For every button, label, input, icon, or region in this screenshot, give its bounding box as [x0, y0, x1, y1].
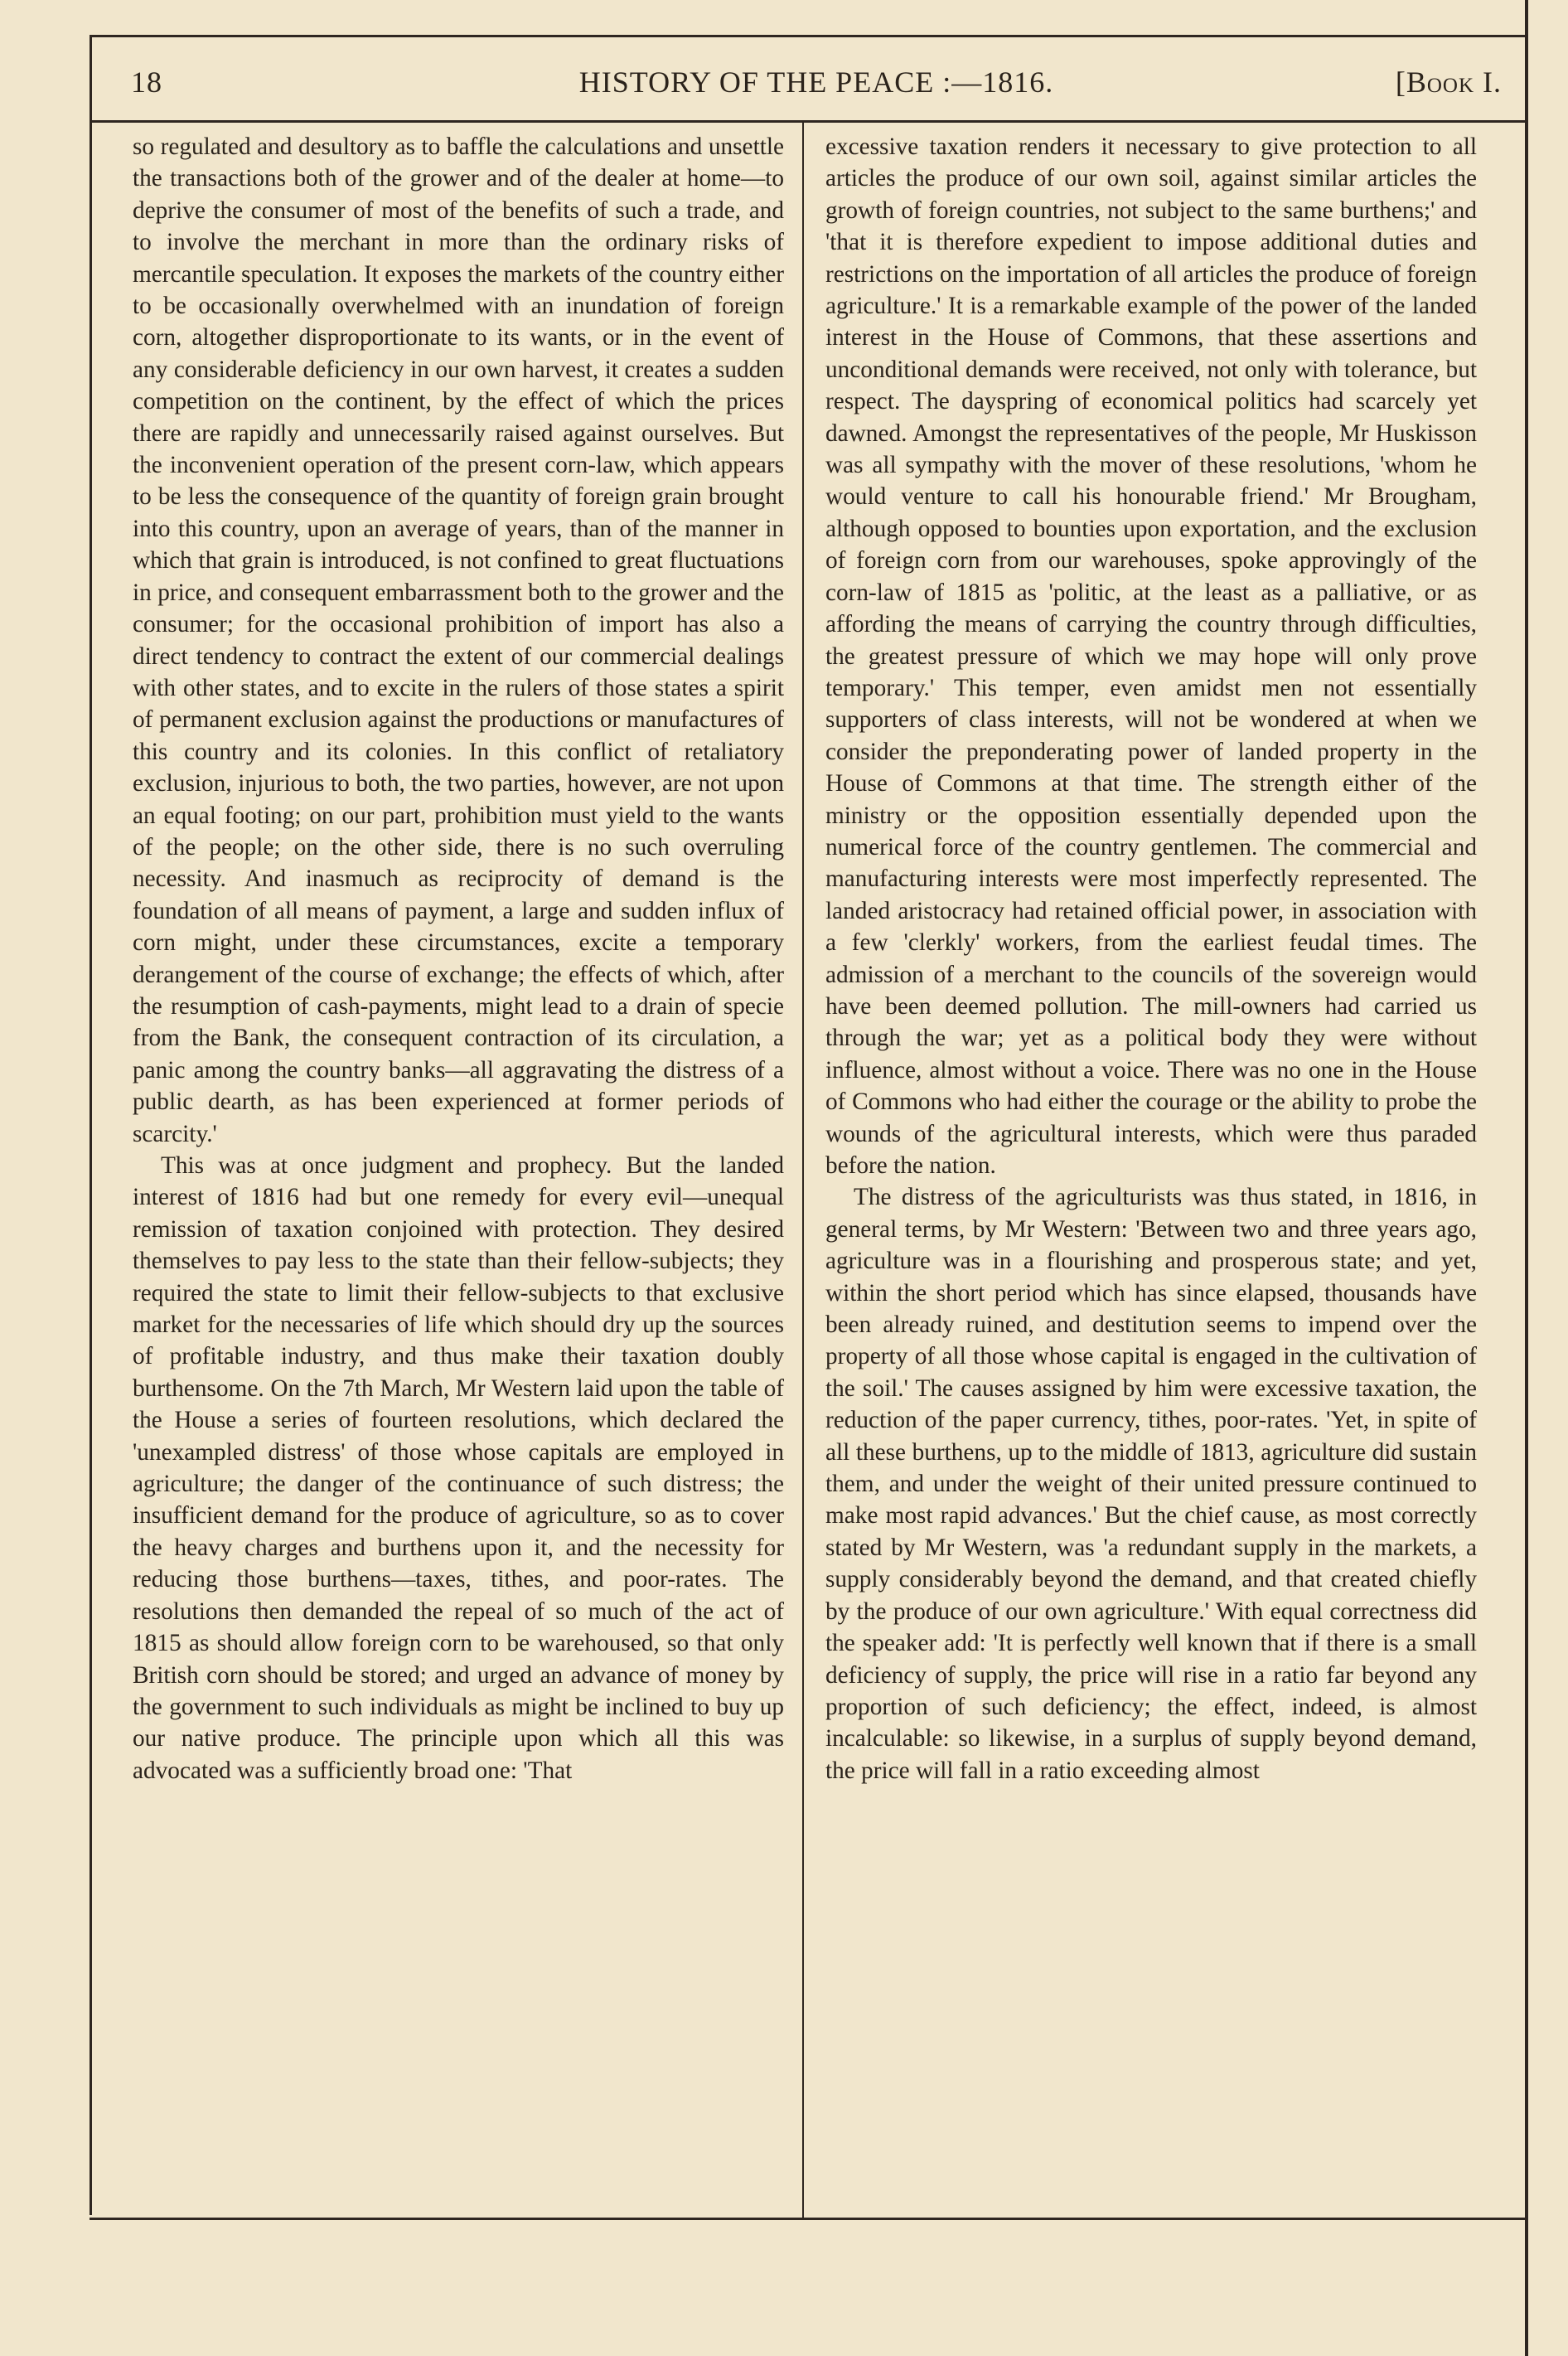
book-label: [Book I.: [1395, 65, 1502, 99]
left-column: [133, 131, 784, 2179]
right-paragraph-2: The distress of the agriculturists was thus stated, in 1816, in general terms, by Mr Western: 'Between two and three years ago, agriculture was in a flourishing and prosperous state; and yet, within the short period which has since elapsed, thousands have been already ruined, and destitution seems to impend over the property of all those whose capital is engaged in the cultivation of the soil.' The causes assigned by him were excessive taxation, the reduction of the paper currency, tithes, poor-rates. 'Yet, in spite of all these burthens, up to the middle of 1813, agriculture did sustain them, and under the weight of their united pressure continued to make most rapid advances.' But the chief cause, as most correctly stated by Mr Western, was 'a redundant supply in the markets, a supply considerably beyond the demand, and that created chiefly by the produce of our own agriculture.' With equal correctness did the speaker add: 'It is perfectly well known that if there is a small deficiency of supply, the price will rise in a ratio far beyond any proportion of such deficiency; the effect, indeed, is almost incalculable: so likewise, in a surplus of supply beyond demand, the price will fall in a ratio exceeding almost: [825, 1184, 1477, 1784]
left-paragraph-2: This was at once judgment and prophecy. But the landed interest of 1816 had but one remedy for every evil—unequal remission of taxation conjoined with protection. They desired themselves to pay less to the state than their fellow-subjects; they required the state to limit their fellow-subjects to that exclusive market for the necessaries of life which should dry up the sources of profitable industry, and thus make their taxation doubly burthensome. On the 7th March, Mr Western laid upon the table of the House a series of fourteen resolutions, which declared the 'unexampled distress' of those whose capitals are employed in agriculture; the danger of the continuance of such distress; the insufficient demand for the produce of agriculture, so as to cover the heavy charges and burthens upon it, and the necessity for reducing those burthens—taxes, tithes, and poor-rates. The resolutions then demanded the repeal of so much of the act of 1815 as should allow foreign corn to be warehoused, so that only British corn should be stored; and urged an advance of money by the government to such individuals as might be inclined to buy up our native produce. The principle upon which all this was advocated was a sufficiently broad one: 'That: [133, 1152, 784, 1784]
running-title: HISTORY OF THE PEACE :—1816.: [578, 65, 1054, 99]
frame-right-rule: [1525, 0, 1528, 2356]
header-rule: [90, 120, 1528, 123]
right-paragraph-1: excessive taxation renders it necessary to give protection to all articles the produce of our own soil, against similar articles the growth of foreign countries, not subject to the same burthens;' and 'that it is therefore expedient to impose additional duties and restrictions on the importation of all articles the produce of foreign agriculture.' It is a remarkable example of the power of the landed interest in the House of Commons, that these assertions and unconditional demands were received, not only with tolerance, but respect. The dayspring of economical politics had scarcely yet dawned. Amongst the representatives of the people, Mr Huskisson was all sympathy with the mover of these resolutions, 'whom he would venture to call his honourable friend.' Mr Brougham, although opposed to bounties upon exportation, and the exclusion of foreign corn from our warehouses, spoke approvingly of the corn-law of 1815 as 'politic, at the least as a palliative, or as affording the means of carrying the country through difficulties, the greatest pressure of which we may hope will only prove temporary.' This temper, even amidst men not essentially supporters of class interests, will not be wondered at when we consider the preponderating power of landed property in the House of Commons at that time. The strength either of the ministry or the opposition essentially depended upon the numerical force of the country gentlemen. The commercial and manufacturing interests were most imperfectly represented. The landed aristocracy had retained official power, in association with a few 'clerkly' workers, from the earliest feudal times. The admission of a merchant to the councils of the sovereign would have been deemed pollution. The mill-owners had carried us through the war; yet as a political body they were without influence, almost without a voice. There was no one in the House of Commons who had either the courage or the ability to probe the wounds of the agricultural interests, which were thus paraded before the nation.: [825, 133, 1477, 1179]
running-head: [131, 65, 1502, 114]
bottom-rule: [90, 2218, 1528, 2220]
right-column: [825, 131, 1477, 2179]
frame-top-rule: [90, 35, 1528, 37]
frame-left-rule: [90, 35, 92, 2215]
page-number: 18: [131, 65, 162, 99]
column-divider: [802, 120, 804, 2218]
left-paragraph-1: so regulated and desultory as to baffle the calculations and unsettle the transactions both of the grower and of the dealer at home—to deprive the consumer of most of the benefits of such a trade, and to involve the merchant in more than the ordinary risks of mercantile speculation. It exposes the markets of the country either to be occasionally overwhelmed with an inundation of foreign corn, altogether disproportionate to its wants, or in the event of any considerable deficiency in our own harvest, it creates a sudden competition on the continent, by the effect of which the prices there are rapidly and unnecessarily raised against ourselves. But the inconvenient operation of the present corn-law, which appears to be less the consequence of the quantity of foreign grain brought into this country, upon an average of years, than of the manner in which that grain is introduced, is not confined to great fluctuations in price, and consequent embarrassment both to the grower and the consumer; for the occasional prohibition of import has also a direct tendency to contract the extent of our commercial dealings with other states, and to excite in the rulers of those states a spirit of permanent exclusion against the productions or manufactures of this country and its colonies. In this conflict of retaliatory exclusion, injurious to both, the two parties, however, are not upon an equal footing; on our part, prohibition must yield to the wants of the people; on the other side, there is no such overruling necessity. And inasmuch as reciprocity of demand is the foundation of all means of payment, a large and sudden influx of corn might, under these circumstances, excite a temporary derangement of the course of exchange; the effects of which, after the resumption of cash-payments, might lead to a drain of specie from the Bank, the consequent contraction of its circulation, a panic among the country banks—all aggravating the distress of a public dearth, as has been experienced at former periods of scarcity.': [133, 133, 784, 1147]
